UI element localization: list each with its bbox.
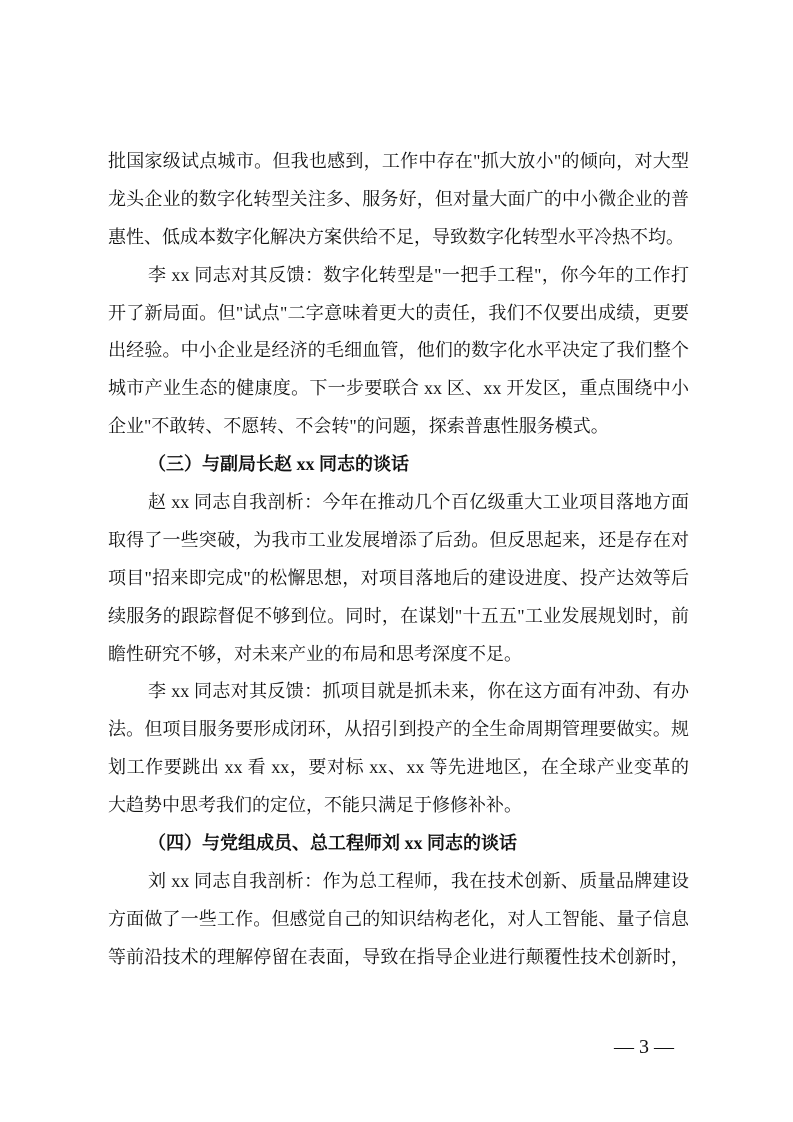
text-line: 大趋势中思考我们的定位，不能只满足于修修补补。 [108,795,522,816]
paragraph-continued [108,143,689,257]
text-line: 刘 xx 同志自我剖析：作为总工程师，我在技术创新、质量品牌建设 [148,870,689,891]
text-line: 惠性、低成本数字化解决方案供给不足，导致数字化转型水平冷热不均。 [108,226,684,247]
text-line: 李 xx 同志对其反馈：数字化转型是"一把手工程"，你今年的工作打 [148,264,689,285]
text-line: 李 xx 同志对其反馈：抓项目就是抓未来，你在这方面有冲劲、有办 [148,681,689,702]
text-line: 方面做了一些工作。但感觉自己的知识结构老化，对人工智能、量子信息 [108,908,689,929]
text-line: 龙头企业的数字化转型关注多、服务好，但对量大面广的中小微企业的普 [108,188,689,209]
text-line: 城市产业生态的健康度。下一步要联合 xx 区、xx 开发区，重点围绕中小 [108,378,689,399]
text-line: 划工作要跳出 xx 看 xx，要对标 xx、xx 等先进地区，在全球产业变革的 [108,757,689,778]
text-line: 取得了一些突破，为我市工业发展增添了后劲。但反思起来，还是存在对 [108,529,689,550]
text-line: 开了新局面。但"试点"二字意味着更大的责任，我们不仅要出成绩，更要 [108,302,689,323]
page-number: — 3 — [614,1036,674,1058]
text-line: 等前沿技术的理解停留在表面，导致在指导企业进行颠覆性技术创新时， [108,946,689,967]
paragraph-liu-self-analysis [108,863,689,977]
paragraph-li-feedback-2 [108,673,689,825]
text-line: 赵 xx 同志自我剖析：今年在推动几个百亿级重大工业项目落地方面 [148,492,689,513]
section-heading-4: （四）与党组成员、总工程师刘 xx 同志的谈话 [148,833,517,854]
text-line: 法。但项目服务要形成闭环，从招引到投产的全生命周期管理要做实。规 [108,719,689,740]
document-body [108,143,689,977]
text-line: 续服务的跟踪督促不够到位。同时，在谋划"十五五"工业发展规划时，前 [108,605,689,626]
text-line: 瞻性研究不够，对未来产业的布局和思考深度不足。 [108,643,522,664]
paragraph-zhao-self-analysis [108,484,689,673]
text-line: 企业"不敢转、不愿转、不会转"的问题，探索普惠性服务模式。 [108,416,609,437]
text-line: 出经验。中小企业是经济的毛细血管，他们的数字化水平决定了我们整个 [108,340,689,361]
text-line: 项目"招来即完成"的松懈思想，对项目落地后的建设进度、投产达效等后 [108,567,689,588]
section-heading-3: （三）与副局长赵 xx 同志的谈话 [148,454,409,475]
paragraph-li-feedback-1 [108,257,689,446]
text-line: 批国家级试点城市。但我也感到，工作中存在"抓大放小"的倾向，对大型 [108,151,689,171]
